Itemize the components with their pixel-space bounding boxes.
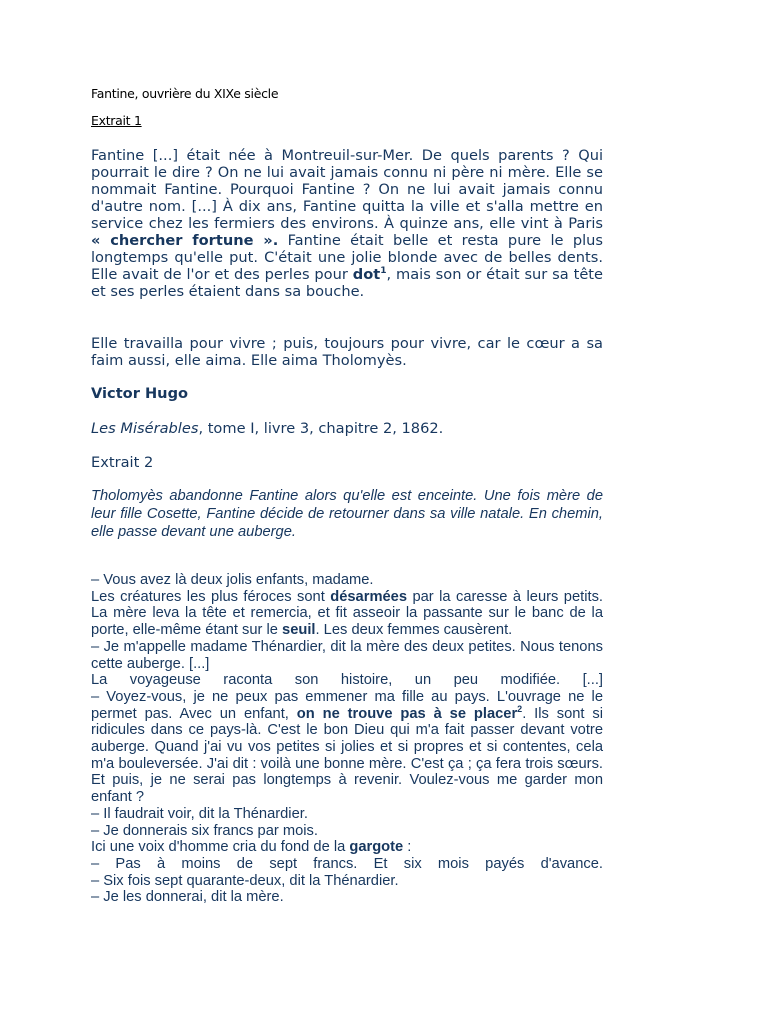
dialogue-line: – Je m'appelle madame Thénardier, dit la mère des deux petites. Nous tenons cette auberge. [...] [91,638,603,672]
text-run: Fantine [...] était née à Montreuil-sur-Mer. De quels parents ? Qui pourrait le dire ? On ne lui avait jamais connu ni père ni mère. Elle se nommait Fantine. Pourquoi Fantine ? On ne lui avait jamais connu d'autre nom. [...] À dix ans, Fantine quitta la ville et s'alla mettre en service chez les fermiers des environs. À quinze ans, elle vint à Paris [91,147,603,232]
extract-1-paragraph-1 [91,147,603,300]
bold-term-chercher-fortune: « chercher fortune ». [91,232,279,249]
dialogue-line: – Je les donnerai, dit la mère. [91,889,284,906]
footnote-ref-2: 2 [517,703,523,714]
dialogue-line: – Pas à moins de sept francs. Et six mois payés d'avance. [91,855,603,872]
dialogue-line: – Il faudrait voir, dit la Thénardier. [91,805,308,822]
bold-term-gargote: gargote [349,839,404,856]
dialogue-line: – Je donnerais six francs par mois. [91,822,318,839]
citation-details: , tome I, livre 3, chapitre 2, 1862. [198,420,444,437]
dialogue-paragraph: Les créatures les plus féroces sont désarmées par la caresse à leurs petits. La mère leva la tête et remercia, et fit asseoir la passante sur le banc de la porte, elle-même étant sur le seuil. Les deux femmes causèrent. [91,588,603,639]
dialogue-line: – Vous avez là deux jolis enfants, madame. [91,572,374,588]
bold-term-dot: dot [352,266,381,283]
extract-1-label: Extrait 1 [91,113,142,128]
text-run: Fantine était belle et resta pure le plus longtemps qu'elle put. C'était une jolie blonde avec de belles dents. Elle avait de l'or et des perles pour [91,232,603,283]
footnote-ref-1: 1 [380,266,387,277]
document-title: Fantine, ouvrière du XIXe siècle [91,86,279,101]
text-run: , mais son or était sur sa tête et ses perles étaient dans sa bouche. [91,266,604,300]
extract-2-label: Extrait 2 [91,454,154,471]
book-title: Les Misérables [91,420,199,437]
bold-term-seuil: seuil [282,622,316,639]
author-name: Victor Hugo [91,385,189,402]
bold-term-desarmees: désarmées [330,588,408,605]
source-citation [91,420,443,437]
bold-term-se-placer: on ne trouve pas à se placer [296,705,518,722]
narration-line: Ici une voix d'homme cria du fond de la gargote : [91,839,412,856]
extract-2-dialogue [91,572,603,906]
dialogue-paragraph: – Voyez-vous, je ne peux pas emmener ma fille au pays. L'ouvrage ne le permet pas. Avec un enfant, on ne trouve pas à se placer$^2$. Ils sont si ridicules dans ce pays-là. C'est le bon Dieu qui m'a fait passer devant votre auberge. Quand j'ai vu vos petites si jolies et si propres et si contentes, cela m'a bouleversée. J'ai dit : voilà une bonne mère. C'est ça ; ça fera trois sœurs. Et puis, je ne serai pas longtemps à revenir. Voulez-vous me garder mon enfant ? [91,688,603,806]
dialogue-line: – Six fois sept quarante-deux, dit la Thénardier. [91,872,399,889]
narration-line: La voyageuse raconta son histoire, un peu modifiée. [...] [91,672,603,689]
extract-1-paragraph-2: Elle travailla pour vivre ; puis, toujours pour vivre, car le cœur a sa faim aussi, elle aima. Elle aima Tholomyès. [91,335,603,369]
extract-2-intro: Tholomyès abandonne Fantine alors qu'elle est enceinte. Une fois mère de leur fille Cosette, Fantine décide de retourner dans sa ville natale. En chemin, elle passe devant une auberge. [91,488,603,540]
